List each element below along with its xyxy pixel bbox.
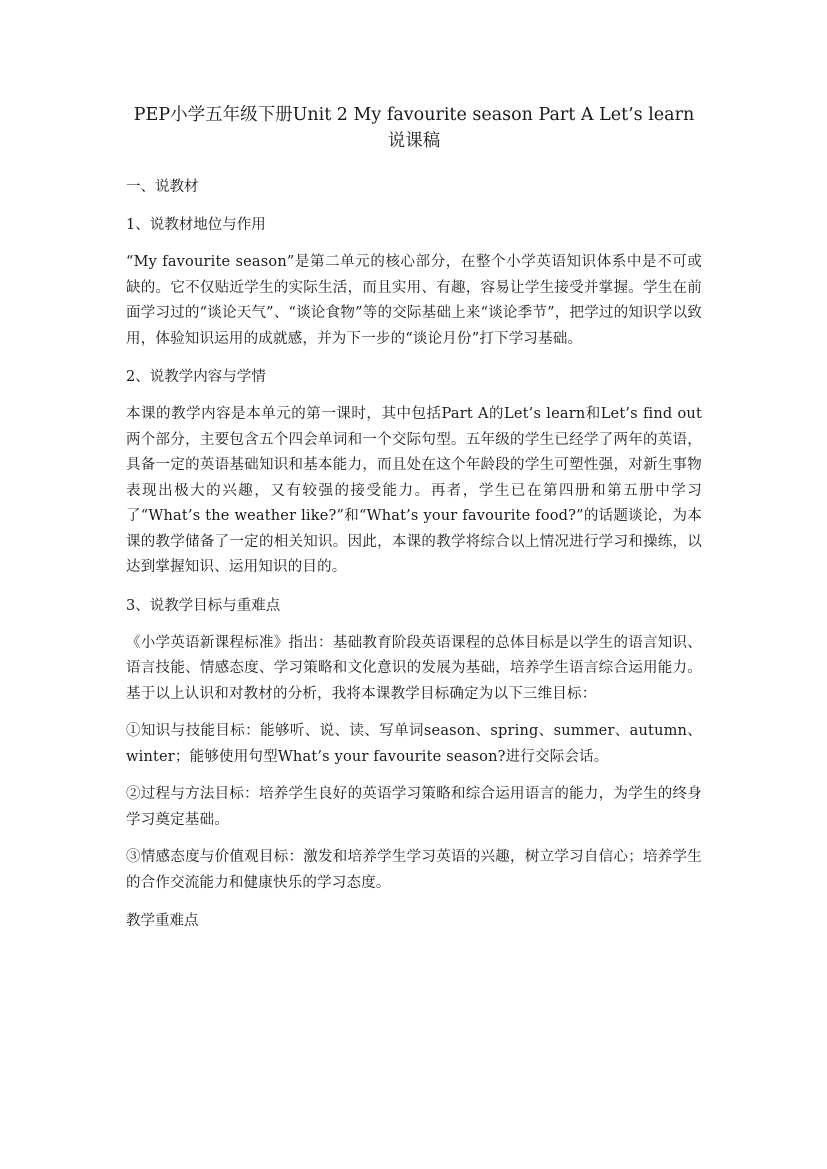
subheading-key-difficult-points: 教学重难点 [126, 913, 199, 929]
paragraph-curriculum-standard: 《小学英语新课程标准》指出：基础教育阶段英语课程的总体目标是以学生的语言知识、语言技能、情感态度、学习策略和文化意识的发展为基础，培养学生语言综合运用能力。基于以上认识和对教材的分析，我将本课教学目标确定为以下三维目标： [126, 634, 702, 702]
document-page [126, 102, 702, 946]
goal-attitude-values: ③情感态度与价值观目标：激发和培养学生学习英语的兴趣，树立学习自信心；培养学生的合作交流能力和健康快乐的学习态度。 [126, 849, 702, 891]
subheading-content-students: 2、说教学内容与学情 [126, 369, 266, 385]
subheading-status-role: 1、说教材地位与作用 [126, 217, 266, 233]
section-heading-textbook: 一、说教材 [126, 179, 199, 195]
paragraph-status-role: “My favourite season”是第二单元的核心部分，在整个小学英语知识体系中是不可或缺的。它不仅贴近学生的实际生活，而且实用、有趣，容易让学生接受并掌握。学生在前面学习过的“谈论天气”、“谈论食物”等的交际基础上来“谈论季节”，把学过的知识学以致用，体验知识运用的成就感，并为下一步的“谈论月份”打下学习基础。 [126, 254, 702, 347]
document-title: PEP小学五年级下册Unit 2 My favourite season Part A Let’s learn 说课稿 [133, 105, 695, 151]
goal-knowledge-skills: ①知识与技能目标：能够听、说、读、写单词season、spring、summer、autumn、winter；能够使用句型What’s your favourite season?进行交际会话。 [126, 723, 702, 765]
goal-process-method: ②过程与方法目标：培养学生良好的英语学习策略和综合运用语言的能力，为学生的终身学习奠定基础。 [126, 786, 702, 828]
subheading-objectives: 3、说教学目标与重难点 [126, 597, 281, 614]
paragraph-content-students: 本课的教学内容是本单元的第一课时，其中包括Part A的Let’s learn和Let’s find out两个部分，主要包含五个四会单词和一个交际句型。五年级的学生已经学了两年的英语，具备一定的英语基础知识和基本能力，而且处在这个年龄段的学生可塑性强，对新生事物表现出极大的兴趣，又有较强的接受能力。再者，学生已在第四册和第五册中学习了“What’s the weather like?”和“What’s your favourite food?”的话题谈论，为本课的教学储备了一定的相关知识。因此，本课的教学将综合以上情况进行学习和操练，以达到掌握知识、运用知识的目的。 [126, 406, 702, 575]
